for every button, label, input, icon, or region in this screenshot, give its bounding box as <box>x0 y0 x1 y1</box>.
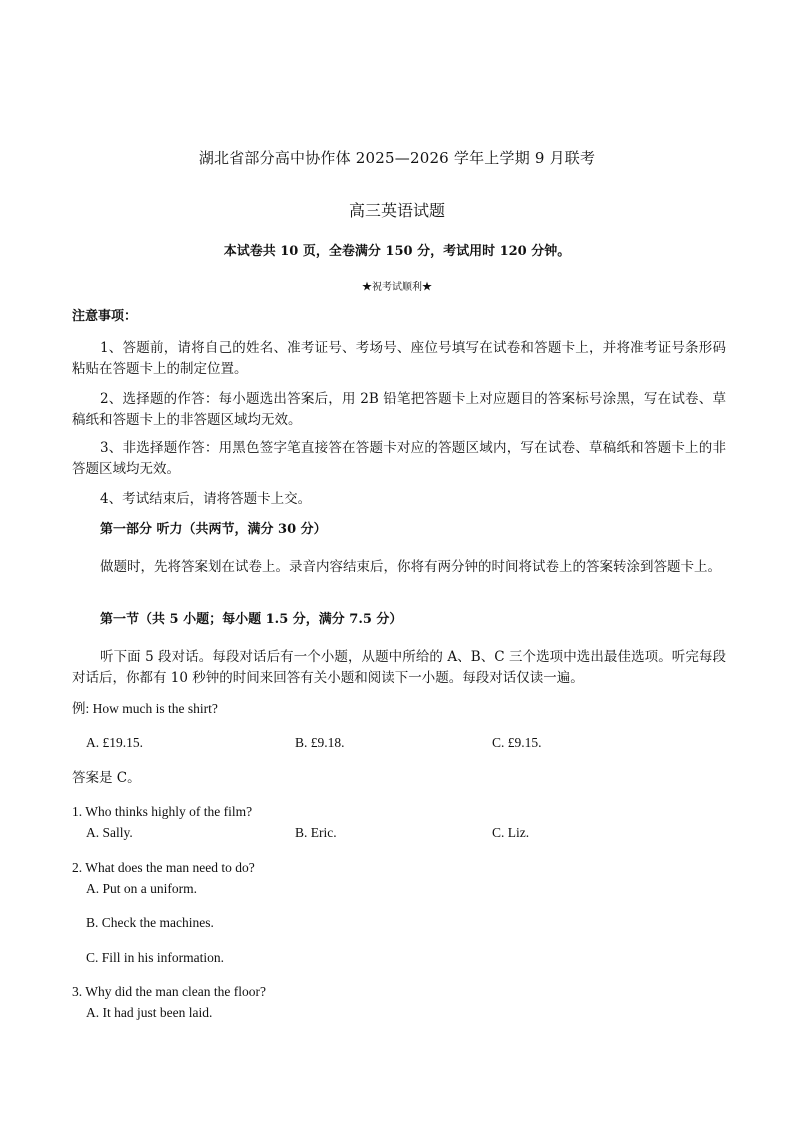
notice-item-2: 2、选择题的作答：每小题选出答案后，用 2B 铅笔把答题卡上对应题目的答案标号涂黑，写在试卷、草稿纸和答题卡上的非答题区域均无效。 <box>72 391 726 428</box>
question-2-option-a: A. Put on a uniform. <box>86 881 197 896</box>
exam-title: 湖北省部分高中协作体 2025—2026 学年上学期 9 月联考 <box>198 149 596 167</box>
example-question: 例: How much is the shirt? <box>72 701 218 716</box>
question-3-option-a: A. It had just been laid. <box>86 1005 213 1020</box>
question-1-option-b: B. Eric. <box>295 825 337 840</box>
question-3: 3. Why did the man clean the floor? <box>72 984 266 999</box>
question-2-option-c: C. Fill in his information. <box>86 950 225 965</box>
question-1-option-c: C. Liz. <box>492 825 530 840</box>
notice-item-3: 3、非选择题作答：用黑色签字笔直接答在答题卡对应的答题区域内，写在试卷、草稿纸和答题卡上的非答题区域均无效。 <box>72 440 726 477</box>
question-2-option-b: B. Check the machines. <box>86 915 214 930</box>
example-answer: 答案是 C。 <box>72 770 141 786</box>
example-option-b: B. £9.18. <box>295 735 345 750</box>
notice-heading: 注意事项： <box>72 309 138 324</box>
question-1: 1. Who thinks highly of the film? <box>72 804 253 819</box>
notice-item-4: 4、考试结束后，请将答题卡上交。 <box>100 491 312 507</box>
notice-item-1: 1、答题前，请将自己的姓名、准考证号、考场号、座位号填写在试卷和答题卡上，并将准考证号条形码粘贴在答题卡上的制定位置。 <box>72 340 726 377</box>
part1-heading: 第一部分 听力（共两节，满分 30 分） <box>100 522 327 537</box>
example-option-a: A. £19.15. <box>86 735 143 750</box>
question-2: 2. What does the man need to do? <box>72 860 255 875</box>
subject-title: 高三英语试题 <box>348 201 445 220</box>
example-option-c: C. £9.15. <box>492 735 542 750</box>
section1-intro: 听下面 5 段对话。每段对话后有一个小题，从题中所给的 A、B、C 三个选项中选出最佳选项。听完每段对话后，你都有 10 秒钟的时间来回答有关小题和阅读下一小题。每段对话仅读一遍。 <box>72 649 726 686</box>
part1-intro: 做题时，先将答案划在试卷上。录音内容结束后，你将有两分钟的时间将试卷上的答案转涂到答题卡上。 <box>100 559 721 575</box>
exam-info: 本试卷共 10 页，全卷满分 150 分，考试用时 120 分钟。 <box>223 244 571 259</box>
question-1-option-a: A. Sally. <box>86 825 133 840</box>
good-luck-line: ★祝考试顺利★ <box>362 282 432 293</box>
section1-heading: 第一节（共 5 小题；每小题 1.5 分，满分 7.5 分） <box>100 612 403 627</box>
